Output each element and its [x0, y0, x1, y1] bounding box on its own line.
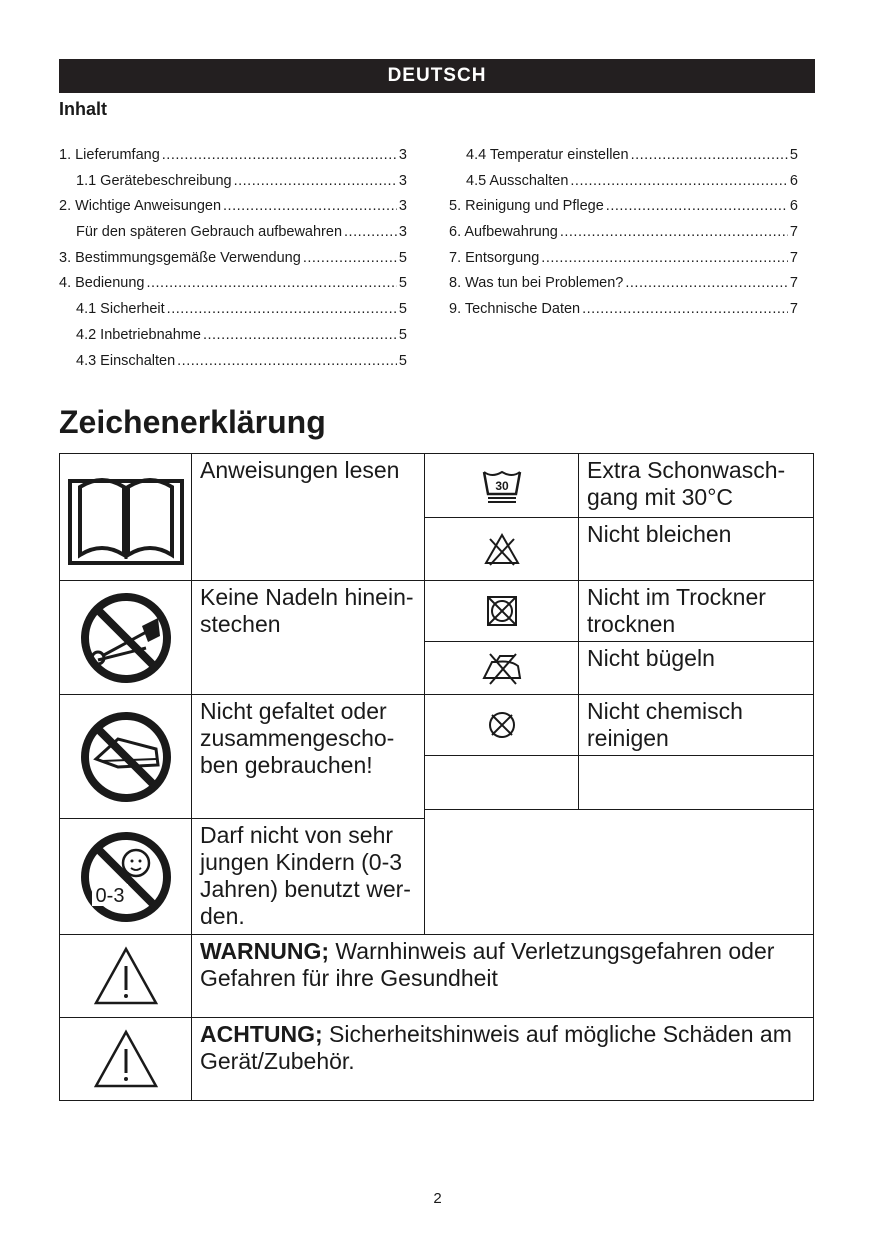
toc-entry[interactable]: 4.2 Inbetriebnahme ..... 5 [59, 327, 407, 353]
not-for-children-text: Darf nicht von sehr jungen Kindern (0-3 Jahren) benutzt wer- den. [191, 818, 425, 935]
not-for-children-icon [78, 829, 174, 925]
warning-text [191, 934, 814, 1018]
legend-title: Zeichenerklärung [59, 404, 326, 440]
no-bleach-text: Nicht bleichen [578, 517, 814, 581]
no-bleach-icon [482, 531, 522, 567]
toc-entry[interactable]: 4.5 Ausschalten ..... 6 [449, 173, 798, 199]
wash-30-icon-cell [424, 453, 579, 518]
no-iron-icon [480, 650, 524, 686]
toc-entry[interactable]: 3. Bestimmungsgemäße Verwendung ..... 5 [59, 250, 407, 276]
no-iron-icon-cell [424, 641, 579, 695]
child-age-badge: 0-3 [95, 884, 124, 907]
toc-entry[interactable]: 2. Wichtige Anweisungen ..... 3 [59, 198, 407, 224]
no-needles-icon [78, 590, 174, 686]
caution-triangle-icon [93, 1029, 159, 1089]
caution-label: ACHTUNG; [200, 1021, 323, 1047]
book-icon-cell [59, 453, 192, 581]
contents-heading: Inhalt [59, 99, 107, 119]
warning-icon-cell [59, 934, 192, 1018]
warning-triangle-icon [93, 946, 159, 1006]
wash-30-text: Extra Schonwasch- gang mit 30°C [578, 453, 814, 518]
toc-right-column [449, 147, 798, 327]
read-instructions-text: Anweisungen lesen [191, 453, 425, 581]
no-dry-clean-text: Nicht chemisch reinigen [578, 694, 814, 756]
toc-entry[interactable]: 7. Entsorgung ..... 7 [449, 250, 798, 276]
toc-entry[interactable]: Für den späteren Gebrauch aufbewahren ..... 3 [59, 224, 407, 250]
not-for-children-icon-cell [59, 818, 192, 935]
toc-entry[interactable]: 1. Lieferumfang ..... 3 [59, 147, 407, 173]
page-number: 2 [433, 1190, 442, 1207]
not-folded-icon-cell [59, 694, 192, 819]
warning-description: Warnhinweis auf Verletzungsgefahren oder Gefahren für ihre Gesundheit [200, 938, 775, 991]
toc-left-column [59, 147, 407, 378]
empty-region [424, 809, 814, 935]
caution-text [191, 1017, 814, 1101]
toc-entry[interactable]: 5. Reinigung und Pflege ..... 6 [449, 198, 798, 224]
no-tumble-dry-icon-cell [424, 580, 579, 642]
toc-entry[interactable]: 1.1 Gerätebeschreibung ..... 3 [59, 173, 407, 199]
no-tumble-dry-icon [484, 593, 520, 629]
no-dry-clean-icon-cell [424, 694, 579, 756]
toc-entry[interactable]: 4.1 Sicherheit ..... 5 [59, 301, 407, 327]
toc-entry[interactable]: 9. Technische Daten ..... 7 [449, 301, 798, 327]
no-needles-icon-cell [59, 580, 192, 695]
book-icon [66, 467, 186, 567]
not-folded-text: Nicht gefaltet oder zusammengescho- ben gebrauchen! [191, 694, 425, 819]
empty-cell [424, 755, 579, 810]
no-needles-text: Keine Nadeln hinein- stechen [191, 580, 425, 695]
wash-30-icon [480, 466, 524, 506]
toc-entry[interactable]: 8. Was tun bei Problemen? ..... 7 [449, 275, 798, 301]
toc-entry[interactable]: 4. Bedienung ..... 5 [59, 275, 407, 301]
no-tumble-dry-text: Nicht im Trockner trocknen [578, 580, 814, 642]
caution-icon-cell [59, 1017, 192, 1101]
not-folded-icon [78, 709, 174, 805]
no-bleach-icon-cell [424, 517, 579, 581]
language-banner: DEUTSCH [59, 59, 815, 93]
no-iron-text: Nicht bügeln [578, 641, 814, 695]
warning-label: WARNUNG; [200, 938, 330, 964]
empty-cell [578, 755, 814, 810]
toc-entry[interactable]: 4.4 Temperatur einstellen ..... 5 [449, 147, 798, 173]
toc-entry[interactable]: 4.3 Einschalten ..... 5 [59, 353, 407, 379]
toc-entry[interactable]: 6. Aufbewahrung ..... 7 [449, 224, 798, 250]
wash-30-symbol: 30 [494, 478, 509, 493]
caution-description: Sicherheitshinweis auf mögliche Schäden am Gerät/Zubehör. [200, 1021, 792, 1074]
no-dry-clean-icon [484, 707, 520, 743]
